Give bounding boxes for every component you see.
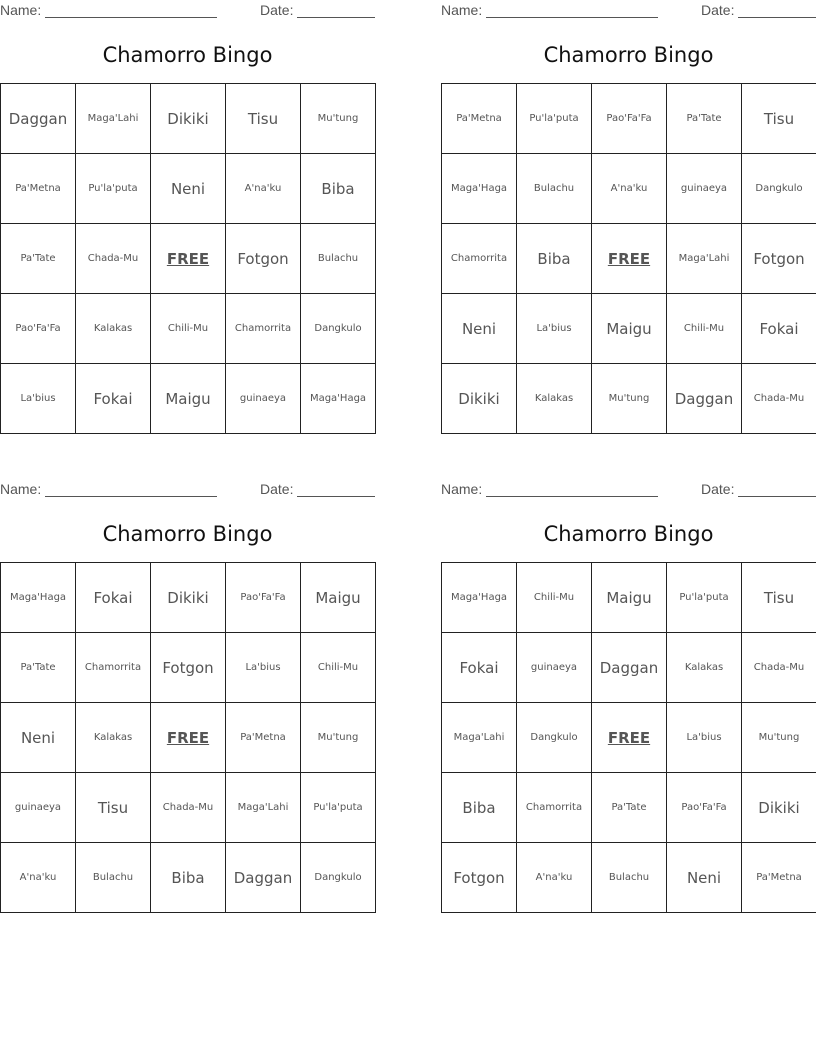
bingo-cell: Neni <box>442 294 517 364</box>
free-cell: FREE <box>151 224 226 294</box>
date-label: Date: <box>260 2 294 18</box>
bingo-row <box>1 773 376 843</box>
bingo-cell: guinaeya <box>517 633 592 703</box>
bingo-cell: Maga'Lahi <box>226 773 301 843</box>
bingo-cell: Kalakas <box>517 364 592 434</box>
bingo-cell: Chada-Mu <box>151 773 226 843</box>
bingo-cell: Pu'la'puta <box>76 154 151 224</box>
bingo-grid <box>0 83 376 434</box>
bingo-row <box>442 224 816 294</box>
bingo-cell: Pa'Metna <box>442 84 517 154</box>
bingo-row <box>442 773 816 843</box>
bingo-cell: Daggan <box>226 843 301 913</box>
bingo-cell: Maigu <box>592 563 667 633</box>
bingo-grid <box>441 83 816 434</box>
bingo-cell: La'bius <box>517 294 592 364</box>
bingo-cell: Biba <box>442 773 517 843</box>
bingo-cell: Chamorrita <box>517 773 592 843</box>
bingo-card <box>441 479 816 887</box>
bingo-row <box>1 633 376 703</box>
bingo-row <box>442 843 816 913</box>
bingo-cell: Biba <box>301 154 376 224</box>
date-line[interactable] <box>738 17 816 18</box>
bingo-cell: Chili-Mu <box>151 294 226 364</box>
bingo-cell: Dikiki <box>442 364 517 434</box>
bingo-cell: Maga'Haga <box>442 563 517 633</box>
bingo-cell: Pu'la'puta <box>301 773 376 843</box>
bingo-cell: Fokai <box>76 563 151 633</box>
card-title: Chamorro Bingo <box>543 43 714 67</box>
bingo-cell: Biba <box>517 224 592 294</box>
date-line[interactable] <box>297 496 375 497</box>
bingo-cell: Pao'Fa'Fa <box>1 294 76 364</box>
bingo-cell: Dangkulo <box>301 843 376 913</box>
bingo-cell: Mu'tung <box>301 703 376 773</box>
bingo-cell: Chamorrita <box>226 294 301 364</box>
bingo-cell: Pao'Fa'Fa <box>226 563 301 633</box>
bingo-cell: guinaeya <box>226 364 301 434</box>
bingo-row <box>442 294 816 364</box>
bingo-cell: Tisu <box>742 84 816 154</box>
bingo-cell: Kalakas <box>76 703 151 773</box>
bingo-cell: Mu'tung <box>592 364 667 434</box>
bingo-row <box>1 364 376 434</box>
bingo-cell: Chamorrita <box>76 633 151 703</box>
card-header <box>0 0 375 22</box>
name-line[interactable] <box>486 17 658 18</box>
bingo-cell: Dangkulo <box>517 703 592 773</box>
bingo-cell: Dikiki <box>151 84 226 154</box>
bingo-cell: Fokai <box>442 633 517 703</box>
bingo-cell: Pa'Tate <box>592 773 667 843</box>
bingo-cell: Chada-Mu <box>742 364 816 434</box>
card-title: Chamorro Bingo <box>102 522 273 546</box>
bingo-cell: Maga'Haga <box>301 364 376 434</box>
bingo-cell: Maigu <box>592 294 667 364</box>
bingo-row <box>442 633 816 703</box>
bingo-cell: Mu'tung <box>301 84 376 154</box>
bingo-cell: Neni <box>1 703 76 773</box>
bingo-cell: Fotgon <box>151 633 226 703</box>
card-title: Chamorro Bingo <box>102 43 273 67</box>
bingo-cell: Pao'Fa'Fa <box>667 773 742 843</box>
bingo-cell: Pa'Metna <box>1 154 76 224</box>
bingo-cell: Pao'Fa'Fa <box>592 84 667 154</box>
bingo-cell: Maigu <box>301 563 376 633</box>
bingo-row <box>1 154 376 224</box>
bingo-cell: Neni <box>151 154 226 224</box>
bingo-cell: Biba <box>151 843 226 913</box>
bingo-row <box>1 843 376 913</box>
bingo-row <box>442 703 816 773</box>
bingo-card <box>0 479 375 887</box>
bingo-cell: Pa'Tate <box>1 224 76 294</box>
bingo-cell: Fokai <box>742 294 816 364</box>
name-label: Name: <box>0 2 42 18</box>
bingo-cell: A'na'ku <box>592 154 667 224</box>
bingo-row <box>1 84 376 154</box>
bingo-cell: Daggan <box>592 633 667 703</box>
date-label: Date: <box>260 481 294 497</box>
bingo-cell: Fotgon <box>742 224 816 294</box>
bingo-cell: Mu'tung <box>742 703 816 773</box>
bingo-cell: Pu'la'puta <box>667 563 742 633</box>
date-line[interactable] <box>297 17 375 18</box>
bingo-cell: La'bius <box>1 364 76 434</box>
bingo-row <box>442 154 816 224</box>
bingo-cell: Pa'Metna <box>226 703 301 773</box>
name-label: Name: <box>0 481 42 497</box>
card-header <box>0 479 375 501</box>
bingo-cell: A'na'ku <box>1 843 76 913</box>
bingo-cell: Tisu <box>742 563 816 633</box>
free-cell: FREE <box>151 703 226 773</box>
bingo-cell: A'na'ku <box>517 843 592 913</box>
date-label: Date: <box>701 2 735 18</box>
bingo-cell: La'bius <box>667 703 742 773</box>
card-header <box>441 0 816 22</box>
bingo-cell: Chili-Mu <box>301 633 376 703</box>
bingo-cell: Tisu <box>76 773 151 843</box>
bingo-row <box>442 563 816 633</box>
bingo-cell: Chamorrita <box>442 224 517 294</box>
free-cell: FREE <box>592 224 667 294</box>
date-line[interactable] <box>738 496 816 497</box>
bingo-cell: Maga'Lahi <box>442 703 517 773</box>
bingo-cell: guinaeya <box>1 773 76 843</box>
name-label: Name: <box>441 481 483 497</box>
card-header <box>441 479 816 501</box>
bingo-cell: Pa'Tate <box>667 84 742 154</box>
name-line[interactable] <box>45 496 217 497</box>
bingo-cell: Maigu <box>151 364 226 434</box>
bingo-cell: Fotgon <box>226 224 301 294</box>
bingo-cell: Tisu <box>226 84 301 154</box>
card-title: Chamorro Bingo <box>543 522 714 546</box>
name-line[interactable] <box>486 496 658 497</box>
bingo-cell: Maga'Haga <box>442 154 517 224</box>
bingo-card <box>0 0 375 408</box>
free-cell: FREE <box>592 703 667 773</box>
bingo-cell: Maga'Lahi <box>667 224 742 294</box>
bingo-cell: Kalakas <box>667 633 742 703</box>
bingo-cell: A'na'ku <box>226 154 301 224</box>
bingo-cell: Fokai <box>76 364 151 434</box>
bingo-cell: Pu'la'puta <box>517 84 592 154</box>
bingo-row <box>442 84 816 154</box>
bingo-cell: Chili-Mu <box>517 563 592 633</box>
bingo-cell: Daggan <box>667 364 742 434</box>
bingo-cell: Dikiki <box>742 773 816 843</box>
bingo-cell: Daggan <box>1 84 76 154</box>
bingo-cell: Fotgon <box>442 843 517 913</box>
bingo-cell: Maga'Lahi <box>76 84 151 154</box>
bingo-cell: Bulachu <box>301 224 376 294</box>
bingo-cell: Bulachu <box>76 843 151 913</box>
bingo-cell: Kalakas <box>76 294 151 364</box>
bingo-row <box>442 364 816 434</box>
bingo-cell: Bulachu <box>592 843 667 913</box>
bingo-cell: Dangkulo <box>301 294 376 364</box>
bingo-cell: La'bius <box>226 633 301 703</box>
bingo-grid <box>0 562 376 913</box>
bingo-cell: Pa'Tate <box>1 633 76 703</box>
name-label: Name: <box>441 2 483 18</box>
bingo-row <box>1 563 376 633</box>
bingo-cell: Chada-Mu <box>76 224 151 294</box>
bingo-card <box>441 0 816 408</box>
bingo-cell: Neni <box>667 843 742 913</box>
bingo-row <box>1 224 376 294</box>
name-line[interactable] <box>45 17 217 18</box>
bingo-cell: Chili-Mu <box>667 294 742 364</box>
bingo-cell: Chada-Mu <box>742 633 816 703</box>
bingo-cell: Maga'Haga <box>1 563 76 633</box>
bingo-cell: Bulachu <box>517 154 592 224</box>
bingo-row <box>1 294 376 364</box>
bingo-cell: Dangkulo <box>742 154 816 224</box>
bingo-grid <box>441 562 816 913</box>
bingo-row <box>1 703 376 773</box>
bingo-cell: Dikiki <box>151 563 226 633</box>
date-label: Date: <box>701 481 735 497</box>
bingo-cell: guinaeya <box>667 154 742 224</box>
bingo-cell: Pa'Metna <box>742 843 816 913</box>
